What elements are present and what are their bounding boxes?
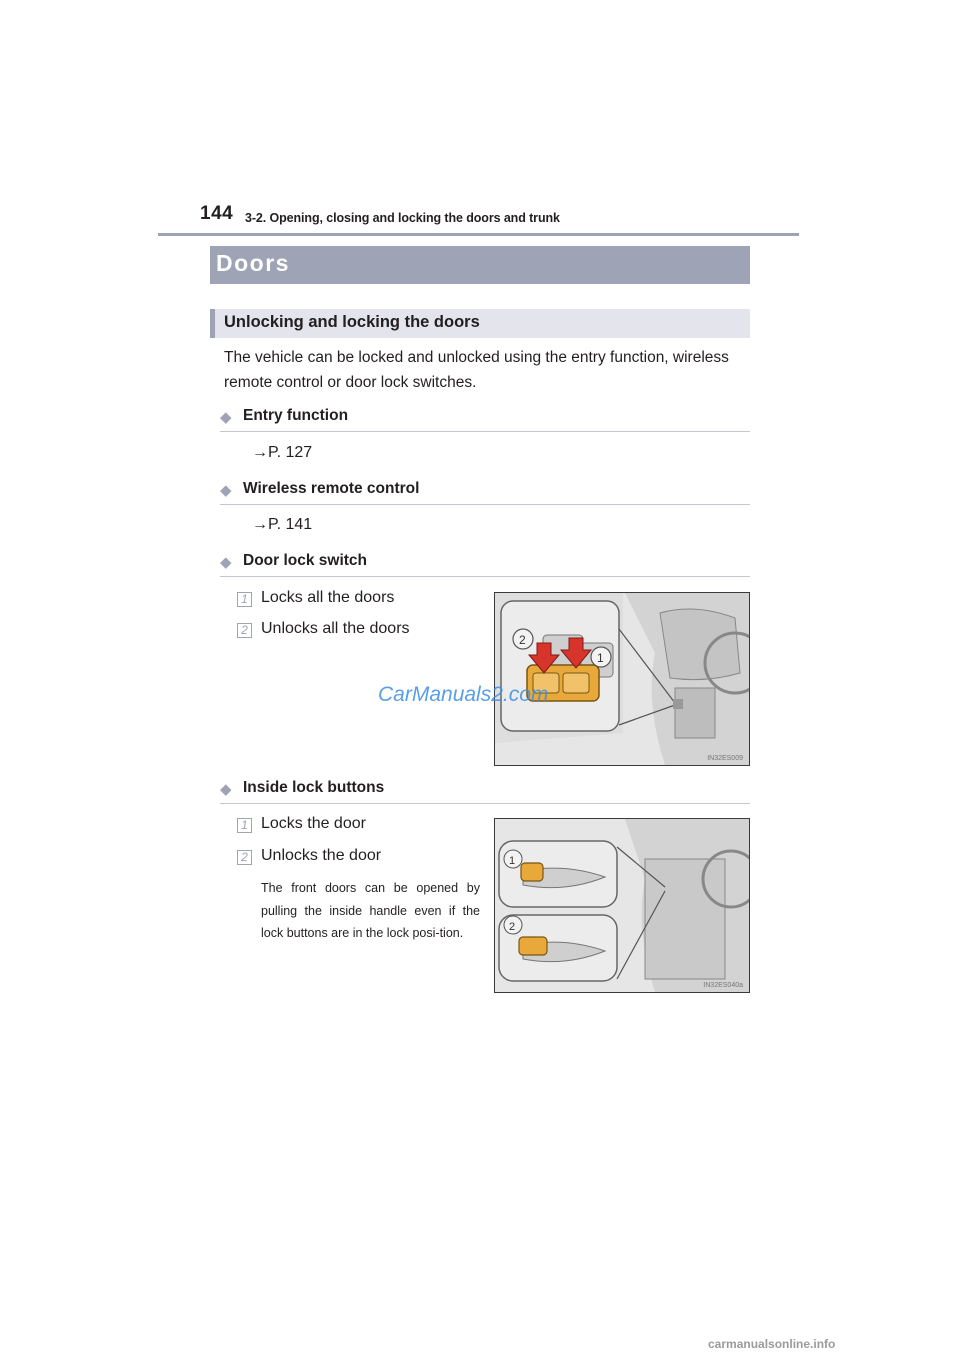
section-title: Inside lock buttons bbox=[243, 779, 385, 796]
list-item: Locks the door bbox=[261, 815, 366, 832]
diamond-icon: ◆ bbox=[220, 554, 232, 571]
step-number-badge: 2 bbox=[237, 623, 252, 638]
page-reference-link[interactable]: →P. 141 bbox=[252, 516, 313, 533]
callout-label: 1 bbox=[597, 651, 604, 665]
subheading: Unlocking and locking the doors bbox=[224, 313, 480, 331]
callout-label: 1 bbox=[509, 855, 516, 867]
header-section-title: 3-2. Opening, closing and locking the doors and trunk bbox=[245, 211, 560, 225]
section-entry-function bbox=[220, 407, 750, 432]
callout-label: 2 bbox=[509, 921, 516, 933]
subheading-bar bbox=[210, 309, 750, 338]
inside-lock-buttons-illustration bbox=[494, 818, 750, 993]
image-code: IN32ES040a bbox=[703, 982, 743, 989]
footer-watermark: carmanualsonline.info bbox=[708, 1337, 836, 1351]
image-code: IN32ES009 bbox=[707, 755, 743, 762]
page-reference-link[interactable]: →P. 127 bbox=[252, 444, 313, 461]
list-item: Unlocks all the doors bbox=[261, 620, 410, 637]
door-lock-switch-illustration bbox=[494, 592, 750, 766]
section-door-lock-switch bbox=[220, 552, 750, 577]
note-text: The front doors can be opened by pulling the inside handle even if the lock buttons are in the lock posi-tion. bbox=[261, 881, 480, 940]
section-inside-lock-buttons bbox=[220, 779, 750, 804]
list-item: Unlocks the door bbox=[261, 847, 382, 864]
section-title: Entry function bbox=[243, 407, 349, 424]
page-title: Doors bbox=[216, 250, 290, 276]
page-title-bar bbox=[210, 246, 750, 284]
step-number-badge: 2 bbox=[237, 850, 252, 865]
page-number: 144 bbox=[200, 203, 234, 224]
diamond-icon: ◆ bbox=[220, 482, 232, 499]
list-item: Locks all the doors bbox=[261, 589, 395, 606]
watermark-text: CarManuals2.com bbox=[378, 683, 549, 706]
step-number-badge: 1 bbox=[237, 592, 252, 607]
intro-paragraph: The vehicle can be locked and unlocked using the entry function, wireless remote control or door lock switches. bbox=[224, 349, 729, 391]
callout-label: 2 bbox=[519, 633, 526, 647]
diamond-icon: ◆ bbox=[220, 781, 232, 798]
section-title: Wireless remote control bbox=[243, 480, 420, 497]
step-number-badge: 1 bbox=[237, 818, 252, 833]
diamond-icon: ◆ bbox=[220, 409, 232, 426]
section-wireless-remote bbox=[220, 480, 750, 505]
header-rule bbox=[158, 233, 799, 236]
section-title: Door lock switch bbox=[243, 552, 368, 569]
